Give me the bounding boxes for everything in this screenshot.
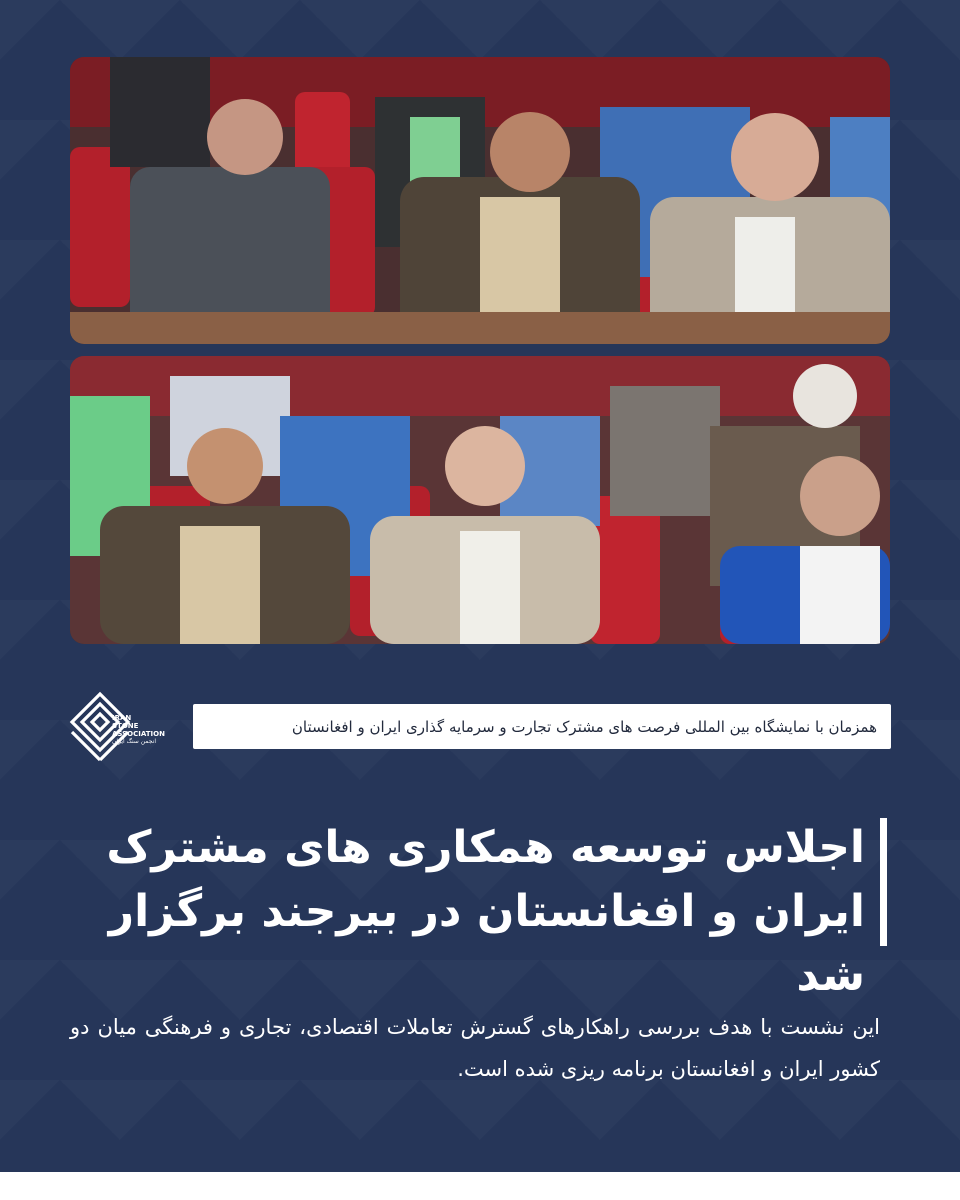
event-photo-bottom <box>70 356 890 644</box>
logo-line-3: ASSOCIATION <box>112 730 165 738</box>
headline <box>90 816 865 1008</box>
banner-text: همزمان با نمایشگاه بین المللی فرصت های مشترک تجارت و سرمایه گذاری ایران و افغانستان <box>291 717 877 736</box>
logo-line-1: IRAN <box>112 714 132 722</box>
logo-wordmark <box>112 714 165 746</box>
logo-line-fa: انجمن سنگ ایران <box>112 738 156 745</box>
headline-line-2: ایران و افغانستان در بیرجند برگزار شد <box>108 886 865 1001</box>
event-photo-top <box>70 57 890 344</box>
body-text: این نشست با هدف بررسی راهکارهای گسترش تعاملات اقتصادی، تجاری و فرهنگی میان دو کشور ایران و افغانستان برنامه ریزی شده است. <box>70 1015 880 1081</box>
logo-line-2: STONE <box>112 722 139 730</box>
event-banner <box>193 704 891 749</box>
headline-line-1: اجلاس توسعه همکاری های مشترک <box>106 822 865 873</box>
title-accent-bar <box>880 818 887 946</box>
